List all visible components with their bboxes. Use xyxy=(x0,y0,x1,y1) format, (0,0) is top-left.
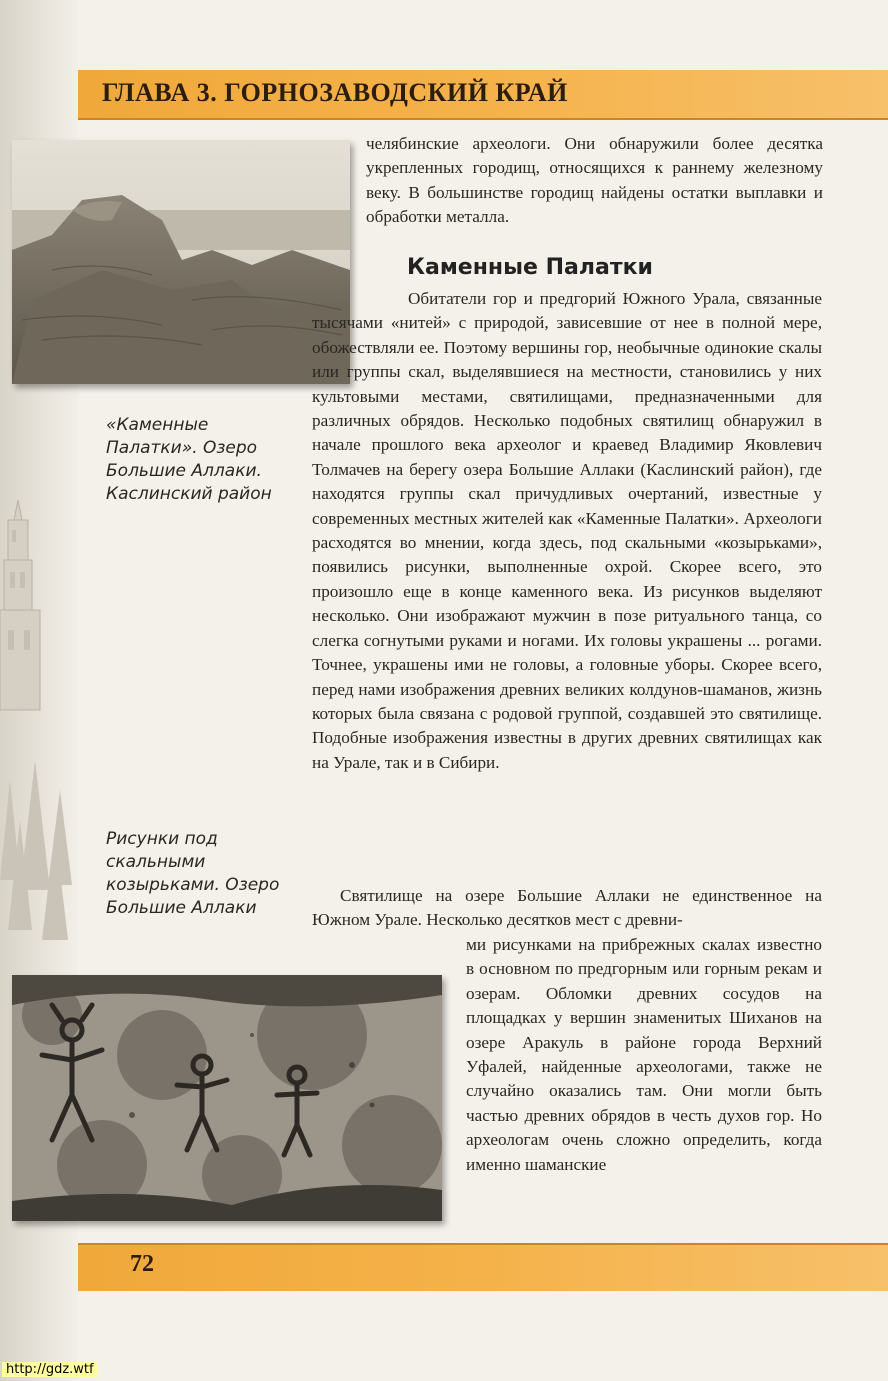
forest-illustration xyxy=(0,760,78,960)
chapter-title: ГЛАВА 3. ГОРНОЗАВОДСКИЙ КРАЙ xyxy=(102,78,568,107)
footer-band xyxy=(78,1243,888,1291)
main-paragraph-text: Обитатели гор и предгорий Южного Урала, связанные тысячами «нитей» с природой, зависевшие от нее в полной мере, обожествляли ее. Поэтому вершины гор, необычные одинокие скалы или группы скал, выделявшиеся на местности, становились у них культовыми местами, святилищами, предназначенными для различных обрядов. Несколько подобных святилищ обнаружил в начале прошлого века археолог и краевед Владимир Яковлевич Толмачев на берегу озера Большие Аллаки (Каслинский район), где находятся группы скал причудливых очертаний, известные у современных местных жителей как «Каменные Палатки». Археологи расходятся во мнении, когда здесь, под скальными «козырьками», появились рисунки, выполненные охрой. Скорее всего, это произошло еще в конце каменного века. Из рисунков выделяют несколько. Они изображают мужчин в позе ритуального танца, со слегка согнутыми руками и ногами. Их головы украшены ... рогами. Точнее, украшены ими не головы, а головные уборы. Скорее всего, перед нами изображения древних великих колдунов-шаманов, жизнь которых была связана с родовой группой, создавшей это святилище. Подобные изображения известны в других древних святилищах как на Урале, так и в Сибири. xyxy=(312,289,822,772)
photo-caption-rock-drawings: Рисунки под скальными козырьками. Озеро Большие Аллаки xyxy=(106,829,280,918)
intro-paragraph: челябинские археологи. Они обнаружили более десятка укрепленных городищ, относящихся к раннему железному веку. В большинстве городищ найдены остатки выплавки и обработки металла. xyxy=(366,134,823,227)
rock-drawings-photo xyxy=(12,975,442,1221)
church-tower-illustration xyxy=(0,500,70,720)
section-heading: Каменные Палатки xyxy=(407,255,653,280)
page-number: 72 xyxy=(130,1251,154,1277)
sanctuary-paragraph-start xyxy=(312,884,822,933)
sanctuary-paragraph-start-text: Святилище на озере Большие Аллаки не единственное на Южном Урале. Несколько десятков мест с древни- xyxy=(312,886,822,930)
watermark-url[interactable]: http://gdz.wtf xyxy=(2,1362,98,1377)
sanctuary-paragraph-wrap: ми рисунками на прибрежных скалах известно в основном по предгорным или горным рекам и озерам. Обломки древних сосудов на площадках у вершин знаменитых Шиханов на озере Аракуль в районе города Верхний Уфалей, найденные археологами, также не случайно оказались там. Они могли быть частью древних обрядов в честь духов гор. Но археологам очень сложно определить, когда именно шаманские xyxy=(466,935,822,1174)
photo-caption-stone-tents: «Каменные Палатки». Озеро Большие Аллаки. Каслинский район xyxy=(106,415,272,504)
main-paragraph xyxy=(312,287,822,775)
stone-tents-photo xyxy=(12,140,350,384)
